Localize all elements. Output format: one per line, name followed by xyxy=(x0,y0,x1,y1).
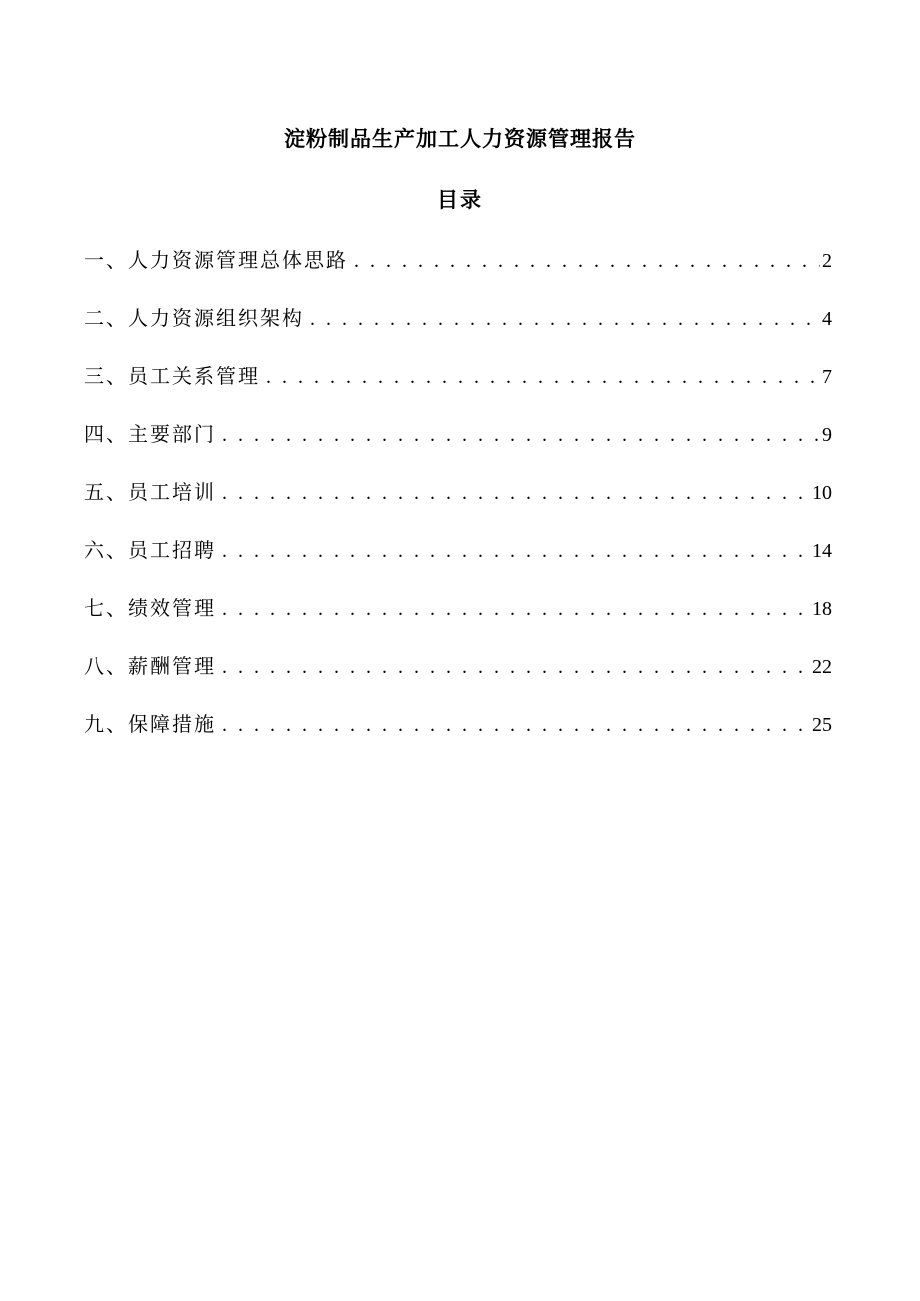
toc-heading: 目录 xyxy=(437,187,483,212)
toc-entry-label: 员工关系管理 xyxy=(128,364,260,388)
toc-entry-page: 18 xyxy=(812,598,832,620)
toc-entry[interactable] xyxy=(84,418,832,476)
toc-entry-page: 22 xyxy=(812,656,832,678)
toc-entry[interactable] xyxy=(84,244,832,302)
toc-dot-leader xyxy=(222,535,810,567)
toc-entry-page: 7 xyxy=(822,366,832,388)
toc-entry-number: 八、 xyxy=(84,654,128,678)
toc-entry-page: 9 xyxy=(822,424,832,446)
toc-entry-label: 人力资源管理总体思路 xyxy=(128,248,348,272)
toc-entry-number: 五、 xyxy=(84,480,128,504)
toc-entry-label: 绩效管理 xyxy=(128,596,216,620)
toc-entry-page: 14 xyxy=(812,540,832,562)
toc-entry-label: 薪酬管理 xyxy=(128,654,216,678)
toc-dot-leader xyxy=(222,651,810,683)
toc-entry-label: 员工招聘 xyxy=(128,538,216,562)
toc-entry-page: 4 xyxy=(822,308,832,330)
toc-entry[interactable] xyxy=(84,534,832,592)
toc-entry[interactable] xyxy=(84,650,832,708)
toc-entry[interactable] xyxy=(84,708,832,766)
toc-dot-leader xyxy=(222,709,810,741)
document-title: 淀粉制品生产加工人力资源管理报告 xyxy=(284,126,636,151)
toc-entry-page: 10 xyxy=(812,482,832,504)
toc-entry-label: 人力资源组织架构 xyxy=(128,306,304,330)
table-of-contents xyxy=(84,244,832,766)
toc-entry-number: 一、 xyxy=(84,248,128,272)
toc-entry[interactable] xyxy=(84,302,832,360)
toc-dot-leader xyxy=(354,245,820,277)
toc-entry[interactable] xyxy=(84,476,832,534)
toc-entry[interactable] xyxy=(84,360,832,418)
toc-entry-page: 2 xyxy=(822,250,832,272)
toc-entry-label: 员工培训 xyxy=(128,480,216,504)
toc-dot-leader xyxy=(222,419,820,451)
toc-entry-label: 保障措施 xyxy=(128,712,216,736)
toc-dot-leader xyxy=(310,303,820,335)
toc-entry-number: 七、 xyxy=(84,596,128,620)
toc-entry-number: 二、 xyxy=(84,306,128,330)
toc-entry-number: 六、 xyxy=(84,538,128,562)
toc-dot-leader xyxy=(222,593,810,625)
toc-dot-leader xyxy=(222,477,810,509)
toc-dot-leader xyxy=(266,361,820,393)
toc-entry-number: 四、 xyxy=(84,422,128,446)
toc-entry[interactable] xyxy=(84,592,832,650)
toc-entry-number: 三、 xyxy=(84,364,128,388)
toc-entry-page: 25 xyxy=(812,714,832,736)
toc-entry-label: 主要部门 xyxy=(128,422,216,446)
toc-entry-number: 九、 xyxy=(84,712,128,736)
